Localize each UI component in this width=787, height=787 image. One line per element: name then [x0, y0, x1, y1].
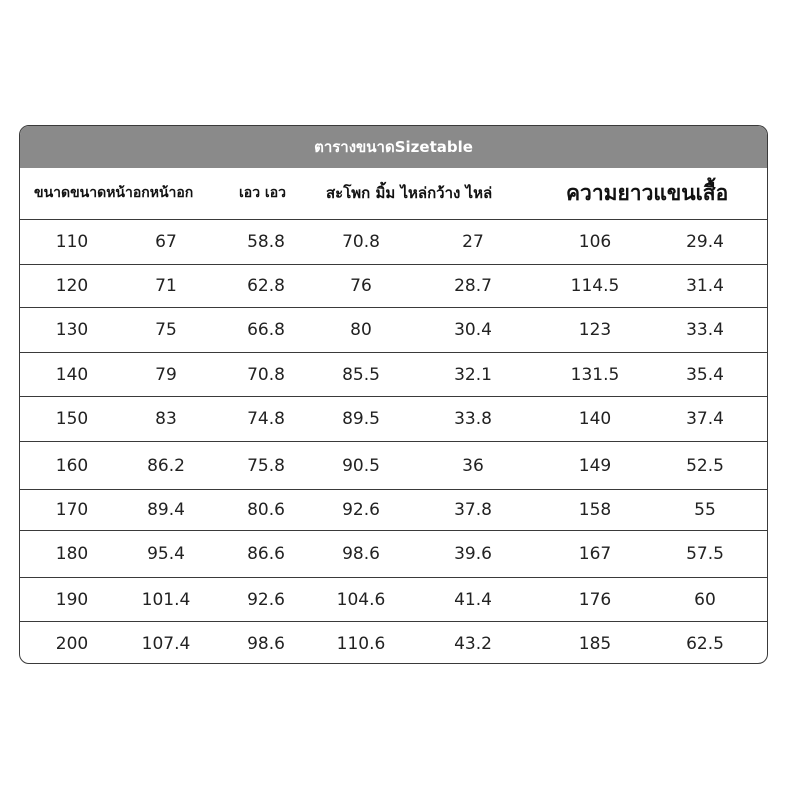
cell-hip: 104.6: [336, 589, 386, 610]
table-row: [20, 622, 767, 664]
cell-waist: 70.8: [247, 364, 285, 385]
cell-hip: 98.6: [342, 544, 380, 564]
cell-hip: 92.6: [342, 500, 380, 520]
cell-size: 150: [55, 409, 89, 429]
cell-waist: 62.8: [247, 276, 285, 296]
cell-shoulder: 28.7: [454, 276, 492, 296]
cell-shoulder: 27: [462, 232, 484, 252]
cell-size: 110: [55, 232, 89, 252]
cell-shoulder: 43.2: [454, 634, 492, 654]
cell-waist: 98.6: [247, 634, 285, 654]
cell-size: 190: [55, 589, 89, 610]
cell-sleeve: 55: [694, 500, 716, 520]
table-row: [20, 353, 767, 397]
cell-sleeve: 33.4: [686, 320, 724, 340]
table-row: [20, 442, 767, 490]
cell-chest: 101.4: [141, 589, 191, 610]
cell-waist: 74.8: [247, 409, 285, 429]
cell-hip: 80: [350, 320, 372, 340]
cell-sleeve: 31.4: [686, 276, 724, 296]
cell-sleeve: 57.5: [686, 544, 724, 564]
table-header-row: [20, 168, 767, 220]
cell-chest: 107.4: [141, 634, 191, 654]
cell-hip: 76: [350, 276, 372, 296]
cell-length: 140: [578, 409, 612, 429]
cell-length: 114.5: [570, 276, 620, 296]
cell-length: 149: [578, 455, 612, 476]
cell-length: 185: [578, 634, 612, 654]
cell-waist: 58.8: [247, 232, 285, 252]
cell-size: 130: [55, 320, 89, 340]
cell-chest: 79: [155, 364, 177, 385]
cell-chest: 86.2: [147, 455, 185, 476]
cell-size: 170: [55, 500, 89, 520]
cell-size: 200: [55, 634, 89, 654]
cell-sleeve: 52.5: [686, 455, 724, 476]
cell-length: 158: [578, 500, 612, 520]
cell-sleeve: 60: [694, 589, 716, 610]
table-row: [20, 308, 767, 353]
cell-shoulder: 30.4: [454, 320, 492, 340]
cell-chest: 89.4: [147, 500, 185, 520]
cell-waist: 86.6: [247, 544, 285, 564]
cell-shoulder: 37.8: [454, 500, 492, 520]
cell-length: 176: [578, 589, 612, 610]
table-body: [20, 220, 767, 664]
size-table: [19, 125, 768, 664]
cell-chest: 75: [155, 320, 177, 340]
cell-chest: 71: [155, 276, 177, 296]
cell-size: 180: [55, 544, 89, 564]
cell-hip: 89.5: [342, 409, 380, 429]
cell-sleeve: 29.4: [686, 232, 724, 252]
table-row: [20, 490, 767, 531]
cell-hip: 85.5: [342, 364, 380, 385]
cell-hip: 90.5: [342, 455, 380, 476]
cell-shoulder: 41.4: [454, 589, 492, 610]
cell-length: 167: [578, 544, 612, 564]
table-title: ตารางขนาดSizetable: [20, 126, 767, 168]
cell-hip: 70.8: [342, 232, 380, 252]
cell-shoulder: 36: [462, 455, 484, 476]
table-row: [20, 531, 767, 578]
cell-shoulder: 39.6: [454, 544, 492, 564]
cell-sleeve: 35.4: [686, 364, 724, 385]
cell-size: 120: [55, 276, 89, 296]
table-row: [20, 265, 767, 308]
cell-shoulder: 33.8: [454, 409, 492, 429]
cell-chest: 67: [155, 232, 177, 252]
cell-length: 123: [578, 320, 612, 340]
cell-waist: 66.8: [247, 320, 285, 340]
cell-length: 131.5: [570, 364, 620, 385]
cell-chest: 95.4: [147, 544, 185, 564]
cell-waist: 80.6: [247, 500, 285, 520]
header-sleeve-length: ความยาวแขนเสื้อ: [566, 181, 729, 205]
cell-hip: 110.6: [336, 634, 386, 654]
cell-sleeve: 37.4: [686, 409, 724, 429]
cell-waist: 75.8: [247, 455, 285, 476]
header-waist: เอว เอว: [239, 185, 286, 201]
table-row: [20, 397, 767, 442]
cell-shoulder: 32.1: [454, 364, 492, 385]
cell-length: 106: [578, 232, 612, 252]
header-chest: ขนาดขนาดหน้าอกหน้าอก: [34, 185, 194, 201]
table-row: [20, 578, 767, 622]
cell-size: 140: [55, 364, 89, 385]
table-row: [20, 220, 767, 265]
header-hip-shoulder: สะโพก มิ้ม ไหล่กว้าง ไหล่: [326, 184, 493, 202]
cell-size: 160: [55, 455, 89, 476]
cell-sleeve: 62.5: [686, 634, 724, 654]
cell-chest: 83: [155, 409, 177, 429]
cell-waist: 92.6: [247, 589, 285, 610]
